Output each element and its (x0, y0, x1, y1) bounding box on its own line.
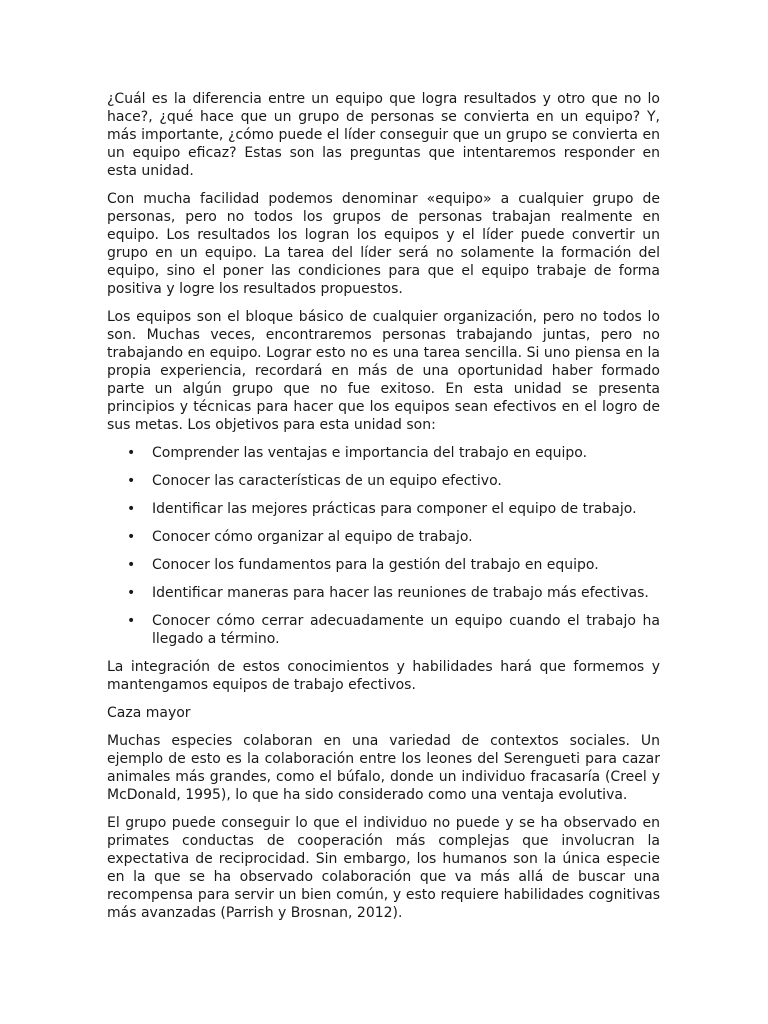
intro-paragraph-2: Con mucha facilidad podemos denominar «equipo» a cualquier grupo de personas, pero no todos los grupos de personas trabajan realmente en equipo. Los resultados los logran los equipos y el líder puede convertir un grupo en un equipo. La tarea del líder será no solamente la formación del equipo, sino el poner las condiciones para que el equipo trabaje de forma positiva y logre los resultados propuestos. (107, 191, 660, 297)
objective-text: Identificar maneras para hacer las reuniones de trabajo más efectivas. (152, 585, 649, 601)
intro-paragraph-1: ¿Cuál es la diferencia entre un equipo que logra resultados y otro que no lo hace?, ¿qué hace que un grupo de personas se convierta en un equipo? Y, más importante, ¿cómo puede el líder conseguir que un grupo se convierta en un equipo eficaz? Estas son las preguntas que intentaremos responder en esta unidad. (107, 91, 660, 179)
section-paragraph-2: El grupo puede conseguir lo que el individuo no puede y se ha observado en primates conductas de cooperación más complejas que involucran la expectativa de reciprocidad. Sin embargo, los humanos son la única especie en la que se ha observado colaboración que va más allá de buscar una recompensa para servir un bien común, y esto requiere habilidades cognitivas más avanzadas (Parrish y Brosnan, 2012). (107, 815, 660, 921)
objective-text: Comprender las ventajas e importancia del trabajo en equipo. (152, 445, 588, 461)
list-item (107, 500, 660, 518)
objective-text: Conocer los fundamentos para la gestión del trabajo en equipo. (152, 557, 599, 573)
list-item (107, 556, 660, 574)
bullet-icon: • (127, 501, 136, 517)
objective-text: Identificar las mejores prácticas para componer el equipo de trabajo. (152, 501, 637, 517)
intro-paragraph-3: Los equipos son el bloque básico de cualquier organización, pero no todos lo son. Muchas veces, encontraremos personas trabajando juntas, pero no trabajando en equipo. Lograr esto no es una tarea sencilla. Si uno piensa en la propia experiencia, recordará en más de una oportunidad haber formado parte un algún grupo que no fue exitoso. En esta unidad se presenta principios y técnicas para hacer que los equipos sean efectivos en el logro de sus metas. Los objetivos para esta unidad son: (107, 309, 660, 433)
bullet-icon: • (127, 613, 136, 629)
document-page (107, 90, 660, 932)
bullet-icon: • (127, 473, 136, 489)
section-paragraph-1: Muchas especies colaboran en una variedad de contextos sociales. Un ejemplo de esto es la colaboración entre los leones del Serengueti para cazar animales más grandes, como el búfalo, donde un individuo fracasaría (Creel y McDonald, 1995), lo que ha sido considerado como una ventaja evolutiva. (107, 733, 660, 803)
bullet-icon: • (127, 529, 136, 545)
section-heading: Caza mayor (107, 705, 191, 721)
list-item (107, 472, 660, 490)
list-item (107, 444, 660, 462)
bullet-icon: • (127, 557, 136, 573)
objectives-list (107, 444, 660, 648)
bullet-icon: • (127, 445, 136, 461)
bullet-icon: • (127, 585, 136, 601)
list-item (107, 612, 660, 648)
objective-text: Conocer cómo organizar al equipo de trabajo. (152, 529, 473, 545)
list-item (107, 528, 660, 546)
objective-text: Conocer las características de un equipo efectivo. (152, 473, 502, 489)
list-item (107, 584, 660, 602)
objective-text: Conocer cómo cerrar adecuadamente un equipo cuando el trabajo ha llegado a término. (152, 613, 660, 647)
integration-paragraph: La integración de estos conocimientos y habilidades hará que formemos y mantengamos equipos de trabajo efectivos. (107, 659, 660, 693)
